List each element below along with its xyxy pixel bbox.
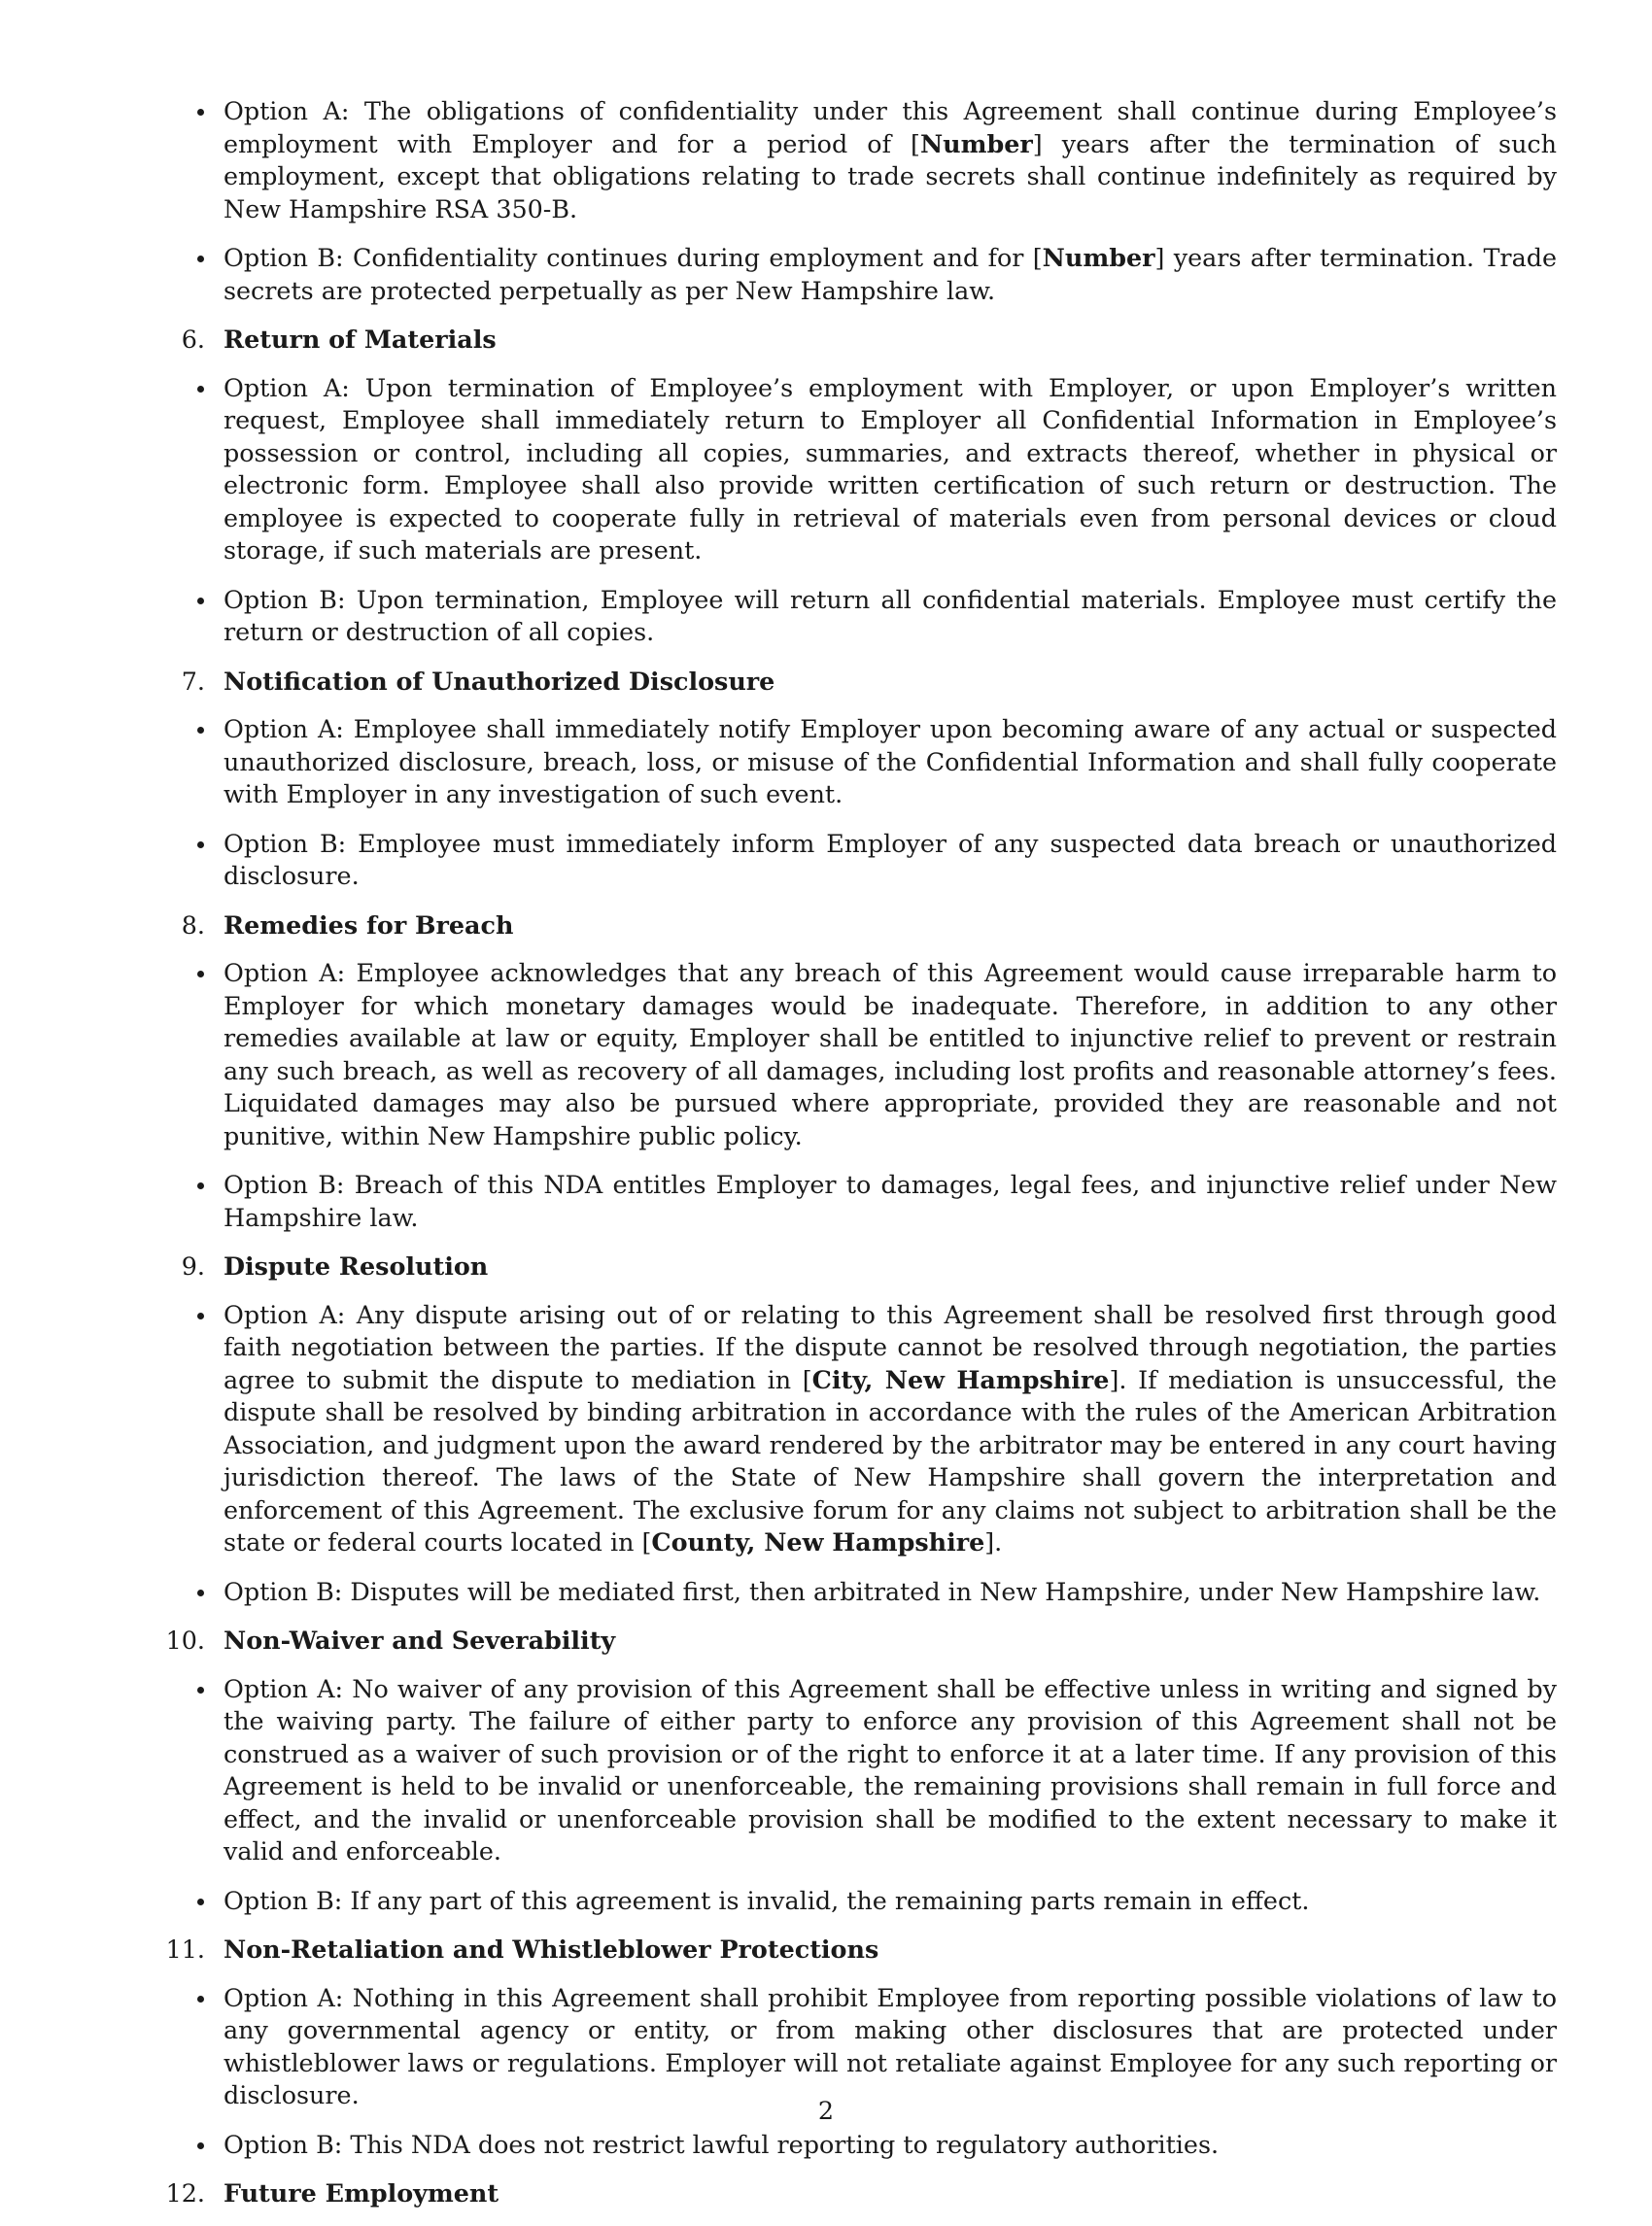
section xyxy=(165,2177,1557,2210)
section-title: Dispute Resolution xyxy=(224,1251,489,1281)
section-title: Non-Waiver and Severability xyxy=(224,1626,616,1655)
section-number: 7. xyxy=(181,666,205,696)
placeholder-text: Number xyxy=(1042,243,1155,272)
section-options-list xyxy=(224,957,1557,1234)
section-title: Remedies for Breach xyxy=(224,909,514,940)
option-text: Option A: Any dispute arising out of or relating to this Agreement shall be resolved first through good faith negotiation between the parties. If the dispute cannot be resolved through negotiation, the parties agree to submit the dispute to mediation in [ xyxy=(224,1299,1557,1394)
option-item xyxy=(224,713,1557,811)
sections-container xyxy=(165,324,1557,2210)
section-heading xyxy=(164,909,1557,942)
section-number: 12. xyxy=(165,2178,205,2208)
section-title: Non-Retaliation and Whistleblower Protections xyxy=(224,1935,879,1964)
section-title: Notification of Unauthorized Disclosure xyxy=(224,666,775,696)
option-text: ]. xyxy=(984,1527,1003,1557)
section xyxy=(181,666,1557,893)
option-text: Option A: Nothing in this Agreement shall prohibit Employee from reporting possible violations of law to any governmental agency or entity, or from making other disclosures that are protected under whistleblower laws or regulations. Employer will not retaliate against Employee for any such reporting or disclosure. xyxy=(224,1982,1557,2109)
section xyxy=(181,909,1557,1235)
option-text: Option B: This NDA does not restrict lawful reporting to regulatory authorities. xyxy=(224,2129,1220,2159)
option-text: Option B: Employee must immediately inform Employer of any suspected data breach or unauthorized disclosure. xyxy=(224,828,1557,890)
section-title: Return of Materials xyxy=(224,325,497,354)
option-item xyxy=(224,95,1557,225)
section-options-list xyxy=(224,1299,1557,1609)
option-item xyxy=(224,1982,1557,2112)
section-number: 6. xyxy=(181,325,205,354)
option-text: ]. If mediation is unsuccessful, the dispute shall be resolved by binding arbitration in accordance with the rules of the American Arbitration Association, and judgment upon the award rendered by the arbitrator may be entered in any court having jurisdiction thereof. The laws of the State of New Hampshire shall govern the interpretation and enforcement of this Agreement. The exclusive forum for any claims not subject to arbitration shall be the state or federal courts located in [ xyxy=(224,1364,1557,1557)
section-heading xyxy=(164,324,1557,357)
option-item xyxy=(224,584,1557,649)
section xyxy=(165,1934,1557,2161)
section-heading xyxy=(164,2177,1557,2210)
section-options-list xyxy=(224,372,1557,649)
option-item xyxy=(224,2129,1557,2162)
option-text: Option A: Employee acknowledges that any breach of this Agreement would cause irreparable harm to Employer for which monetary damages would be inadequate. Therefore, in addition to any other remedies available at law or equity, Employer shall be entitled to injunctive relief to prevent or restrain any such breach, as well as recovery of all damages, including lost profits and reasonable attorney’s fees. Liquidated damages may also be pursued where appropriate, provided they are reasonable and not punitive, within New Hampshire public policy. xyxy=(224,958,1557,1150)
option-item xyxy=(224,1673,1557,1868)
option-text: Option B: Breach of this NDA entitles Employer to damages, legal fees, and injunctive relief under New Hampshire law. xyxy=(224,1170,1557,1232)
option-item xyxy=(224,1299,1557,1559)
document-page xyxy=(165,95,1557,2226)
section-options-list xyxy=(224,1673,1557,1918)
option-text: Option B: Upon termination, Employee will return all confidential materials. Employee must certify the return or destruction of all copies. xyxy=(224,584,1557,646)
option-text: Option A: The obligations of confidentiality under this Agreement shall continue during Employee’s employment with Employer and for a period of [ xyxy=(224,96,1557,158)
option-text: Option A: No waiver of any provision of this Agreement shall be effective unless in writing and signed by the waiving party. The failure of either party to enforce any provision of this Agreement shall not be construed as a waiver of such provision or of the right to enforce it at a later time. If any provision of this Agreement is held to be invalid or unenforceable, the remaining provisions shall remain in full force and effect, and the invalid or unenforceable provision shall be modified to the extent necessary to make it valid and enforceable. xyxy=(224,1673,1557,1866)
section-number: 10. xyxy=(165,1626,205,1655)
option-text: Option B: Confidentiality continues during employment and for [ xyxy=(224,243,1043,272)
section xyxy=(181,324,1557,649)
section-number: 11. xyxy=(165,1935,205,1964)
section-heading xyxy=(164,1934,1557,1967)
option-text: Option A: Employee shall immediately notify Employer upon becoming aware of any actual or suspected unauthorized disclosure, breach, loss, or misuse of the Confidential Information and shall fully cooperate with Employer in any investigation of such event. xyxy=(224,714,1557,808)
option-item xyxy=(224,242,1557,307)
option-item xyxy=(224,1885,1557,1918)
section xyxy=(165,1625,1557,1917)
section-title: Future Employment xyxy=(224,2178,499,2208)
placeholder-text: City, New Hampshire xyxy=(811,1364,1110,1394)
section-number: 9. xyxy=(181,1251,205,1281)
section xyxy=(181,1250,1557,1608)
option-item xyxy=(224,828,1557,893)
option-text: ] years after termination. Trade secrets are protected perpetually as per New Hampshire law. xyxy=(224,243,1557,305)
option-text: ] years after the termination of such employment, except that obligations relating to trade secrets shall continue indefinitely as required by New Hampshire RSA 350-B. xyxy=(224,128,1557,223)
option-item xyxy=(224,1169,1557,1234)
section-heading xyxy=(164,666,1557,699)
intro-options-list xyxy=(224,95,1557,307)
option-item xyxy=(224,957,1557,1152)
placeholder-text: County, New Hampshire xyxy=(651,1527,985,1557)
section-number: 8. xyxy=(181,909,205,940)
option-text: Option B: Disputes will be mediated first, then arbitrated in New Hampshire, under New Hampshire law. xyxy=(224,1576,1541,1606)
section-options-list xyxy=(224,1982,1557,2162)
option-text: Option B: If any part of this agreement is invalid, the remaining parts remain in effect. xyxy=(224,1885,1310,1915)
section-options-list xyxy=(224,713,1557,893)
page-number: 2 xyxy=(817,2096,835,2125)
section-heading xyxy=(164,1625,1557,1658)
option-item xyxy=(224,1576,1557,1609)
placeholder-text: Number xyxy=(919,128,1033,158)
option-item xyxy=(224,372,1557,567)
option-text: Option A: Upon termination of Employee’s employment with Employer, or upon Employer’s written request, Employee shall immediately return to Employer all Confidential Information in Employee’s possession or control, including all copies, summaries, and extracts thereof, whether in physical or electronic form. Employee shall also provide written certification of such return or destruction. The employee is expected to cooperate fully in retrieval of materials even from personal devices or cloud storage, if such materials are present. xyxy=(224,372,1557,565)
section-heading xyxy=(164,1250,1557,1284)
